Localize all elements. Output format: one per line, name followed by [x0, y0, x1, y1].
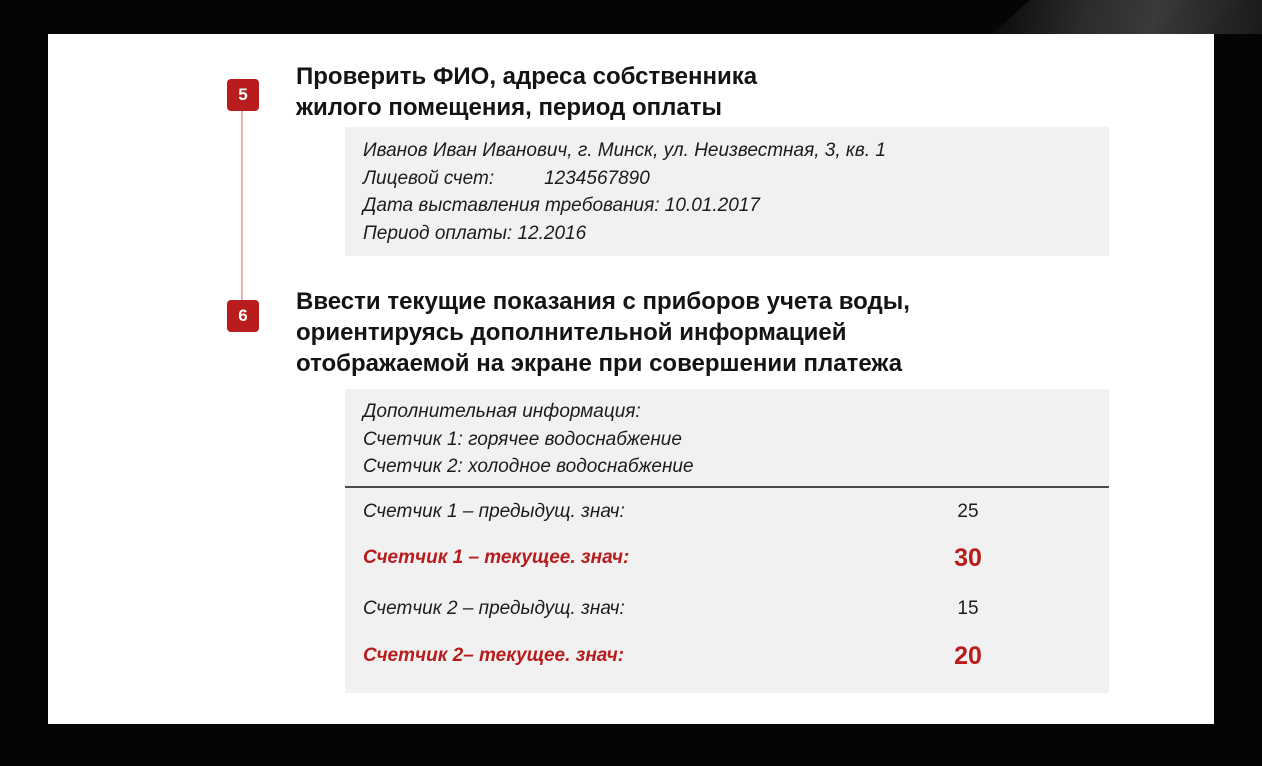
account-label: Лицевой счет: [363, 167, 495, 189]
step-6-heading [296, 286, 910, 379]
step-connector-line [241, 94, 243, 312]
meter-1-current-row[interactable] [363, 544, 1109, 587]
meter-1-description: Счетчик 1: горячее водоснабжение [363, 428, 682, 450]
account-line [363, 165, 886, 193]
step-5-heading [296, 61, 757, 123]
step-5-heading-line: Проверить ФИО, адреса собственника [296, 63, 758, 90]
step-6-badge: 6 [227, 300, 259, 332]
meter-2-previous-row [363, 598, 1109, 638]
meter-2-description: Счетчик 2: холодное водоснабжение [363, 456, 694, 477]
owner-address: Иванов Иван Иванович, г. Минск, ул. Неизвестная, 3, кв. 1 [363, 140, 886, 161]
meter-2-current-row[interactable] [363, 642, 1109, 685]
meter-1-current-input[interactable]: 30 [954, 544, 982, 572]
step-5-badge: 5 [227, 79, 259, 111]
panel-divider [345, 486, 1109, 488]
step-6-heading-line: ориентируясь дополнительной информацией [296, 319, 847, 346]
step-6-heading-line: отображаемой на экране при совершении платежа [296, 350, 903, 377]
meter-2-previous-value: 15 [957, 598, 979, 619]
step-6-heading-line: Ввести текущие показания с приборов учета воды, [296, 288, 910, 315]
meter-1-current-label: Счетчик 1 – текущее. знач: [363, 547, 630, 568]
meter-1-previous-row [363, 501, 1109, 541]
monitor-bezel-reflection [992, 0, 1262, 34]
meter-1-previous-label: Счетчик 1 – предыдущ. знач: [363, 501, 625, 522]
meter-2-current-input[interactable]: 20 [954, 642, 982, 670]
payment-period: Период оплаты: 12.2016 [363, 222, 587, 244]
payer-details-panel [345, 127, 1109, 256]
meter-1-previous-value: 25 [957, 501, 979, 522]
meter-2-previous-label: Счетчик 2 – предыдущ. знач: [363, 598, 625, 619]
meter-2-current-label: Счетчик 2– текущее. знач: [363, 645, 625, 666]
slide-screen [48, 34, 1214, 724]
meter-readings-panel [345, 389, 1109, 693]
invoice-date: Дата выставления требования: 10.01.2017 [363, 195, 760, 216]
additional-info-header: Дополнительная информация: [363, 401, 641, 422]
account-value: 1234567890 [544, 167, 650, 189]
step-5-heading-line: жилого помещения, период оплаты [296, 94, 722, 121]
